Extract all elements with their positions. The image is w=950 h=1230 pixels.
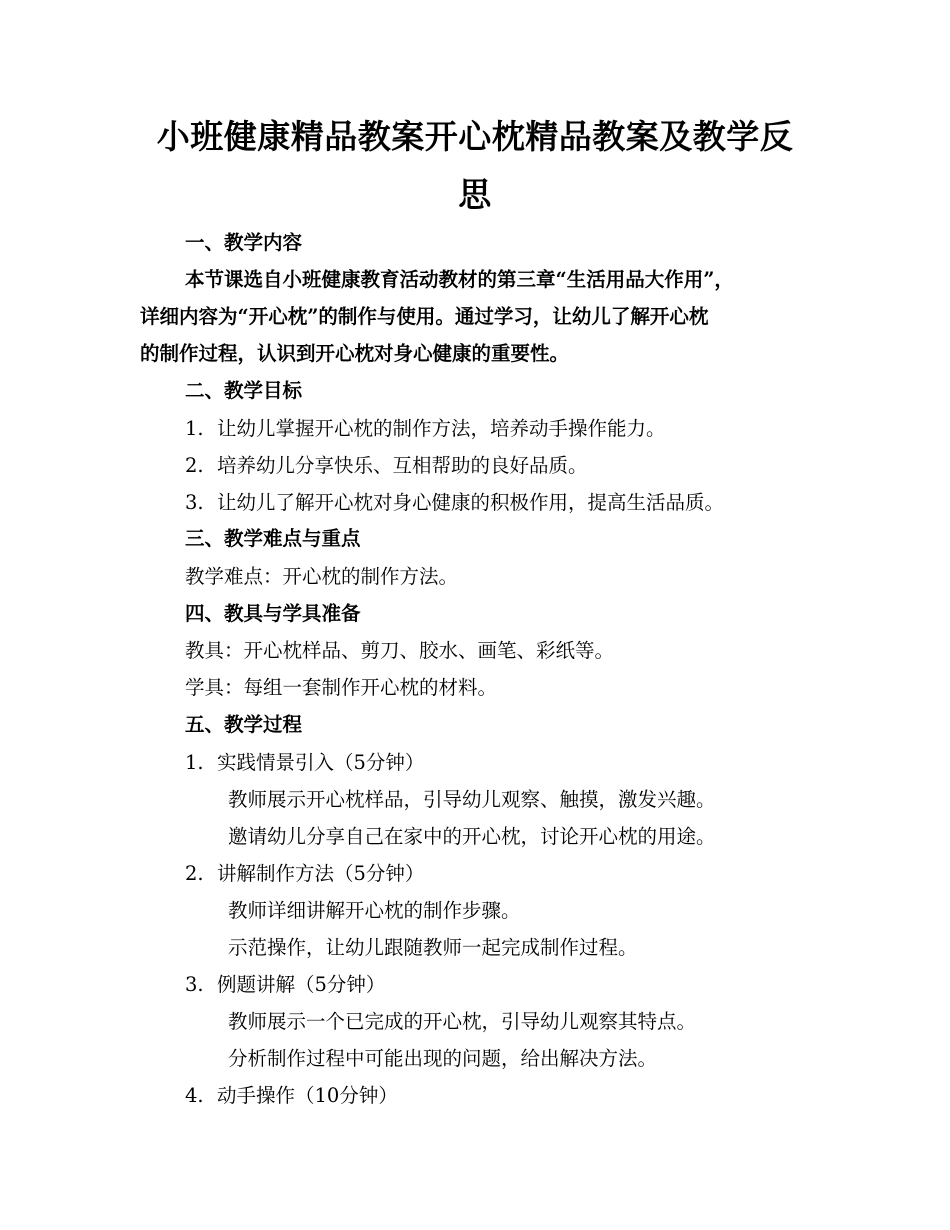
step-number: 3. xyxy=(185,973,204,996)
process-step-2-sub-1: 教师详细讲解开心枕的制作步骤。 xyxy=(228,899,521,922)
section-heading-objectives: 二、教学目标 xyxy=(185,379,303,402)
step-text: 例题讲解（5分钟） xyxy=(217,973,386,996)
step-text: 讲解制作方法（5分钟） xyxy=(217,862,425,885)
step-number: 4. xyxy=(185,1084,204,1107)
section-heading-materials: 四、教具与学具准备 xyxy=(185,602,361,625)
title-line-1: 小班健康精品教案开心枕精品教案及教学反 xyxy=(156,117,794,156)
section-heading-process: 五、教学过程 xyxy=(185,713,303,736)
step-number: 2. xyxy=(185,862,204,885)
item-text: 培养幼儿分享快乐、互相帮助的良好品质。 xyxy=(217,454,588,477)
process-step-4 xyxy=(185,1078,398,1114)
page-title xyxy=(140,108,810,224)
process-step-1-sub-2: 邀请幼儿分享自己在家中的开心枕，讨论开心枕的用途。 xyxy=(228,825,716,848)
section-heading-content: 一、教学内容 xyxy=(185,231,303,254)
difficulty-text: 教学难点：开心枕的制作方法。 xyxy=(185,565,459,588)
objective-item-1 xyxy=(185,411,666,447)
process-step-1 xyxy=(185,745,424,781)
step-text: 动手操作（10分钟） xyxy=(217,1084,398,1107)
process-step-2-sub-2: 示范操作，让幼儿跟随教师一起完成制作过程。 xyxy=(228,936,638,959)
title-line-2: 思 xyxy=(458,175,492,214)
objective-item-2 xyxy=(185,448,588,484)
item-text: 让幼儿了解开心枕对身心健康的积极作用，提高生活品质。 xyxy=(217,491,725,514)
item-number: 3. xyxy=(185,491,204,514)
item-number: 1. xyxy=(185,417,204,440)
item-number: 2. xyxy=(185,454,204,477)
objective-item-3 xyxy=(185,485,724,521)
process-step-1-sub-1: 教师展示开心枕样品，引导幼儿观察、触摸，激发兴趣。 xyxy=(228,788,716,811)
process-step-2 xyxy=(185,856,424,892)
content-paragraph-line-1: 本节课选自小班健康教育活动教材的第三章“生活用品大作用”， xyxy=(185,268,734,291)
teaching-aids-text: 教具：开心枕样品、剪刀、胶水、画笔、彩纸等。 xyxy=(185,639,615,662)
process-step-3-sub-2: 分析制作过程中可能出现的问题，给出解决方法。 xyxy=(228,1047,658,1070)
step-number: 1. xyxy=(185,751,204,774)
process-step-3-sub-1: 教师展示一个已完成的开心枕，引导幼儿观察其特点。 xyxy=(228,1010,697,1033)
item-text: 让幼儿掌握开心枕的制作方法，培养动手操作能力。 xyxy=(217,417,666,440)
section-heading-difficulties: 三、教学难点与重点 xyxy=(185,527,361,550)
learning-aids-text: 学具：每组一套制作开心枕的材料。 xyxy=(185,676,498,699)
content-paragraph-line-3: 的制作过程，认识到开心枕对身心健康的重要性。 xyxy=(140,342,570,365)
step-text: 实践情景引入（5分钟） xyxy=(217,751,425,774)
process-step-3 xyxy=(185,967,385,1003)
content-paragraph-line-2: 详细内容为“开心枕”的制作与使用。通过学习，让幼儿了解开心枕 xyxy=(140,305,709,328)
